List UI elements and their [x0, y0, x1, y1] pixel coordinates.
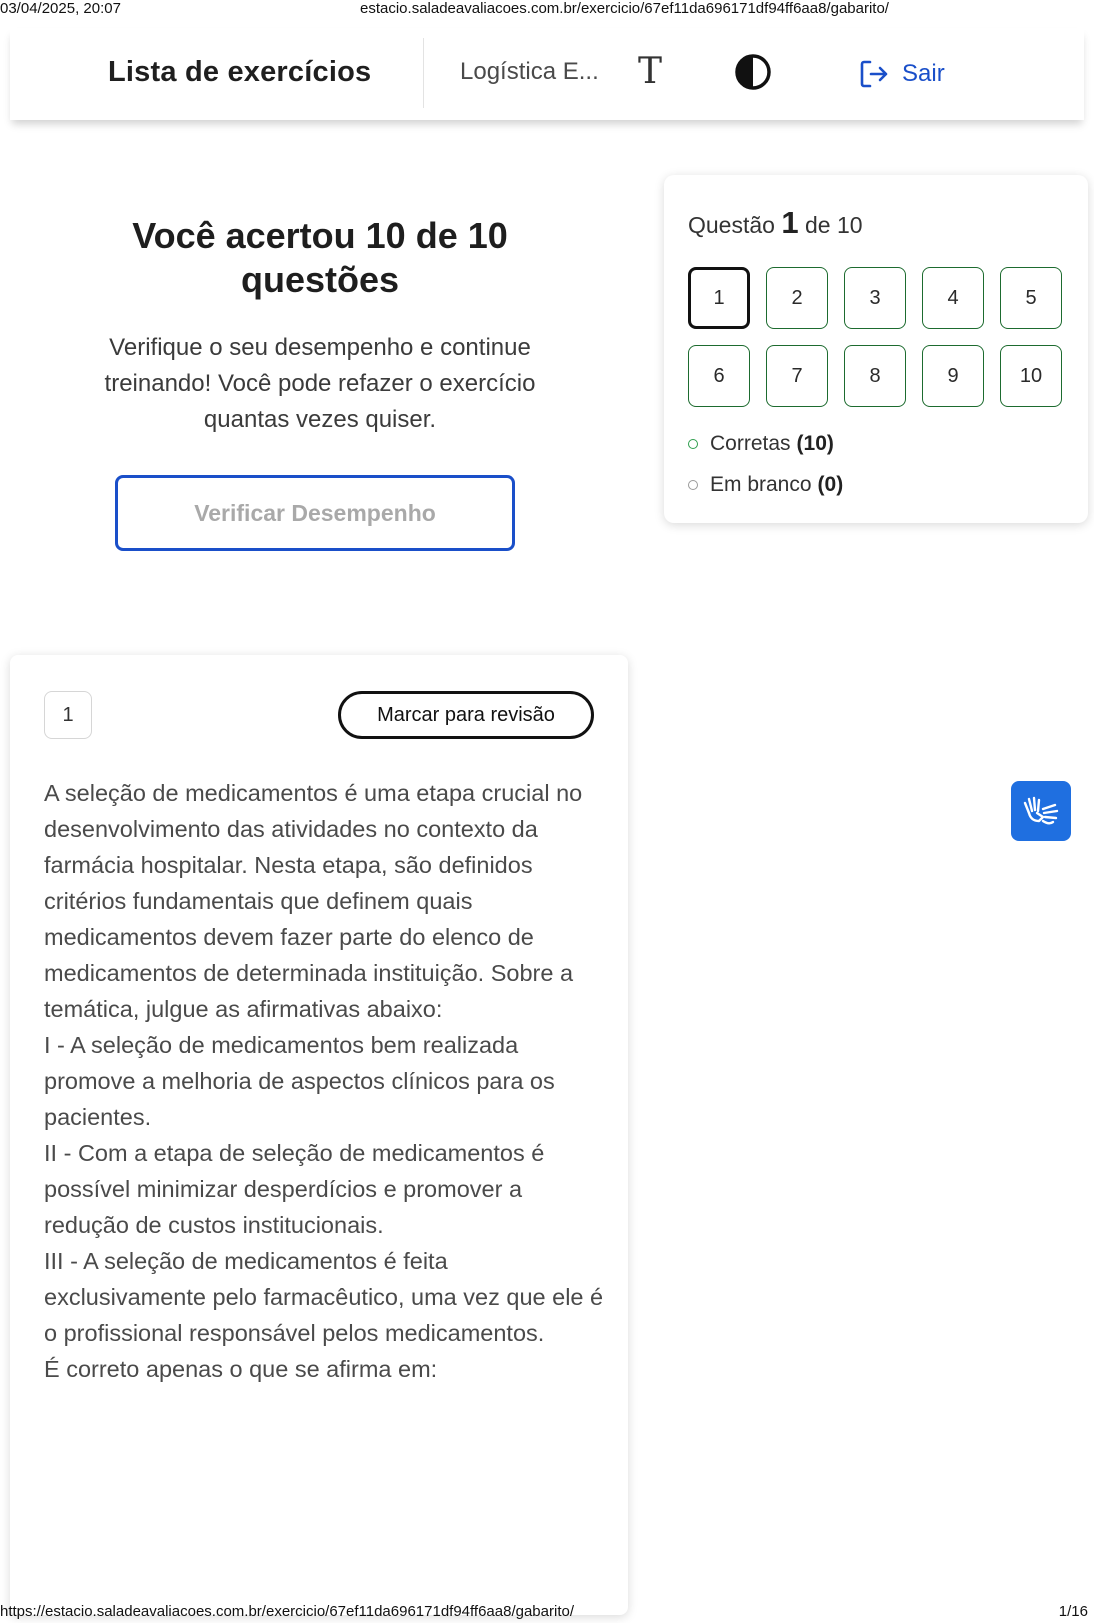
legend-correct — [688, 432, 834, 456]
statement-ii: II - Com a etapa de seleção de medicamentos é possível minimizar desperdícios e promover a redução de custos institucionais. — [44, 1140, 545, 1238]
question-button-6[interactable]: 6 — [688, 345, 750, 407]
question-number-badge: 1 — [44, 691, 92, 739]
print-header — [0, 0, 1094, 20]
question-button-9[interactable]: 9 — [922, 345, 984, 407]
mark-for-review-button[interactable] — [338, 691, 594, 739]
verify-performance-button[interactable] — [115, 475, 515, 551]
question-status-prefix: Questão — [688, 212, 775, 238]
question-button-3[interactable]: 3 — [844, 267, 906, 329]
question-button-10[interactable]: 10 — [1000, 345, 1062, 407]
print-footer — [0, 1603, 1094, 1623]
legend-blank — [688, 473, 843, 497]
logout-button[interactable] — [858, 54, 945, 94]
result-title: Você acertou 10 de 10 questões — [132, 215, 508, 300]
page-title: Lista de exercícios — [108, 56, 372, 88]
logout-icon — [858, 58, 890, 90]
question-button-8[interactable]: 8 — [844, 345, 906, 407]
print-page-number: 1/16 — [1058, 1603, 1088, 1620]
statement-i: I - A seleção de medicamentos bem realizada promove a melhoria de aspectos clínicos para os pacientes. — [44, 1032, 555, 1130]
print-url: estacio.saladeavaliacoes.com.br/exercicio/67ef11da696171df94ff6aa8/gabarito/ — [360, 0, 889, 17]
result-description: Verifique o seu desempenho e continue treinando! Você pode refazer o exercício quantas vezes quiser. — [104, 334, 536, 433]
question-button-4[interactable]: 4 — [922, 267, 984, 329]
font-size-icon: T — [637, 51, 662, 92]
legend-blank-label: Em branco — [710, 473, 812, 496]
sign-language-button[interactable] — [1011, 781, 1071, 841]
question-statement — [44, 775, 604, 1387]
contrast-button[interactable] — [733, 52, 773, 92]
contrast-icon — [733, 52, 773, 92]
sign-language-icon — [1021, 791, 1061, 831]
question-button-1[interactable]: 1 — [688, 267, 750, 329]
question-grid — [688, 267, 1062, 407]
verify-performance-label: Verificar Desempenho — [194, 499, 436, 526]
blank-dot-icon — [688, 480, 698, 490]
course-name[interactable]: Logística E... — [460, 58, 599, 85]
app-header — [10, 28, 1084, 120]
logout-label: Sair — [902, 60, 945, 87]
question-prompt: É correto apenas o que se afirma em: — [44, 1356, 438, 1382]
print-datetime: 03/04/2025, 20:07 — [0, 0, 121, 17]
question-button-2[interactable]: 2 — [766, 267, 828, 329]
legend-blank-count: (0) — [817, 473, 844, 496]
statement-iii: III - A seleção de medicamentos é feita exclusivamente pelo farmacêutico, uma vez que ele é o profissional responsável pelos medicamentos. — [44, 1248, 604, 1346]
question-navigator — [664, 175, 1088, 523]
correct-dot-icon — [688, 439, 698, 449]
question-paragraph: A seleção de medicamentos é uma etapa crucial no desenvolvimento das atividades no contexto da farmácia hospitalar. Nesta etapa, são definidos critérios fundamentais que definem quais medicamentos devem fazer parte do elenco de medicamentos de determinada instituição. Sobre a temática, julgue as afirmativas abaixo: — [44, 780, 583, 1022]
question-button-7[interactable]: 7 — [766, 345, 828, 407]
legend-correct-count: (10) — [796, 432, 834, 455]
question-card — [10, 655, 628, 1615]
header-divider — [423, 38, 424, 108]
question-status — [688, 205, 863, 241]
current-question-number: 1 — [781, 205, 799, 240]
print-footer-url: https://estacio.saladeavaliacoes.com.br/exercicio/67ef11da696171df94ff6aa8/gabarito/ — [0, 1603, 574, 1620]
legend-correct-label: Corretas — [710, 432, 791, 455]
mark-for-review-label: Marcar para revisão — [377, 703, 555, 726]
font-size-button[interactable] — [628, 50, 672, 94]
question-status-suffix: de 10 — [804, 212, 863, 238]
question-button-5[interactable]: 5 — [1000, 267, 1062, 329]
